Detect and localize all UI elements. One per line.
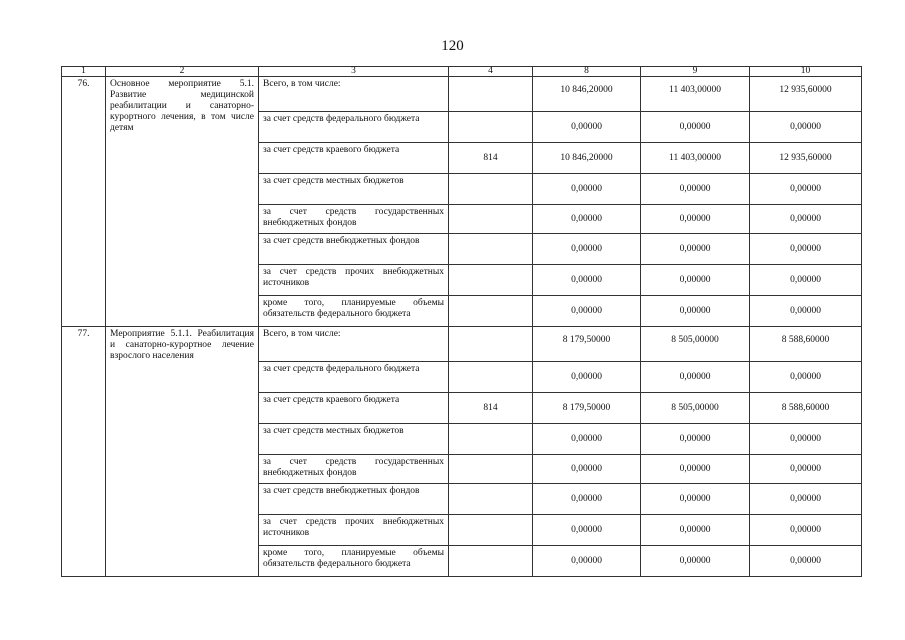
value-col-8: 8 179,50000	[533, 393, 641, 424]
column-number: 1	[62, 67, 106, 77]
value-col-8: 10 846,20000	[533, 77, 641, 112]
funding-source: за счет средств прочих внебюджетных источников	[259, 265, 449, 296]
budget-code	[449, 296, 533, 327]
value-col-9: 11 403,00000	[641, 143, 750, 174]
budget-code	[449, 362, 533, 393]
table-row	[62, 327, 862, 362]
budget-code	[449, 327, 533, 362]
value-col-8: 0,00000	[533, 205, 641, 234]
funding-source: за счет средств местных бюджетов	[259, 174, 449, 205]
value-col-8: 10 846,20000	[533, 143, 641, 174]
value-col-9: 11 403,00000	[641, 77, 750, 112]
value-col-9: 0,00000	[641, 546, 750, 577]
column-number-row	[62, 67, 862, 77]
value-col-8: 0,00000	[533, 424, 641, 455]
value-col-8: 0,00000	[533, 484, 641, 515]
funding-source: за счет средств федерального бюджета	[259, 362, 449, 393]
value-col-10: 0,00000	[750, 546, 862, 577]
budget-code	[449, 515, 533, 546]
funding-source: за счет средств внебюджетных фондов	[259, 484, 449, 515]
budget-code	[449, 174, 533, 205]
value-col-10: 0,00000	[750, 265, 862, 296]
column-number: 4	[449, 67, 533, 77]
value-col-9: 0,00000	[641, 362, 750, 393]
funding-source: за счет средств государственных внебюджетных фондов	[259, 205, 449, 234]
value-col-9: 8 505,00000	[641, 393, 750, 424]
budget-code: 814	[449, 143, 533, 174]
value-col-8: 0,00000	[533, 174, 641, 205]
column-number: 9	[641, 67, 750, 77]
budget-code	[449, 112, 533, 143]
value-col-10: 0,00000	[750, 362, 862, 393]
budget-code	[449, 424, 533, 455]
value-col-8: 0,00000	[533, 265, 641, 296]
value-col-10: 0,00000	[750, 484, 862, 515]
value-col-8: 0,00000	[533, 112, 641, 143]
value-col-10: 0,00000	[750, 174, 862, 205]
column-number: 2	[106, 67, 259, 77]
value-col-10: 0,00000	[750, 455, 862, 484]
value-col-9: 8 505,00000	[641, 327, 750, 362]
funding-source: за счет средств краевого бюджета	[259, 143, 449, 174]
column-number: 8	[533, 67, 641, 77]
value-col-9: 0,00000	[641, 265, 750, 296]
value-col-9: 0,00000	[641, 455, 750, 484]
funding-source: кроме того, планируемые объемы обязательств федерального бюджета	[259, 546, 449, 577]
budget-code	[449, 77, 533, 112]
value-col-9: 0,00000	[641, 234, 750, 265]
value-col-8: 0,00000	[533, 546, 641, 577]
value-col-10: 12 935,60000	[750, 143, 862, 174]
budget-code	[449, 455, 533, 484]
budget-table	[61, 66, 862, 577]
value-col-8: 0,00000	[533, 296, 641, 327]
table-row	[62, 77, 862, 112]
value-col-9: 0,00000	[641, 424, 750, 455]
value-col-8: 8 179,50000	[533, 327, 641, 362]
value-col-8: 0,00000	[533, 362, 641, 393]
value-col-10: 0,00000	[750, 205, 862, 234]
measure-name: Основное мероприятие 5.1. Развитие медицинской реабилитации и санаторно-курортного лечения, в том числе детям	[106, 77, 259, 327]
value-col-9: 0,00000	[641, 174, 750, 205]
item-number: 76.	[62, 77, 106, 327]
value-col-8: 0,00000	[533, 455, 641, 484]
value-col-9: 0,00000	[641, 515, 750, 546]
value-col-8: 0,00000	[533, 515, 641, 546]
value-col-9: 0,00000	[641, 112, 750, 143]
column-number: 10	[750, 67, 862, 77]
value-col-10: 12 935,60000	[750, 77, 862, 112]
value-col-8: 0,00000	[533, 234, 641, 265]
funding-source: за счет средств местных бюджетов	[259, 424, 449, 455]
measure-name: Мероприятие 5.1.1. Реабилитация и санаторно-курортное лечение взрослого населения	[106, 327, 259, 577]
funding-source: кроме того, планируемые объемы обязательств федерального бюджета	[259, 296, 449, 327]
value-col-10: 8 588,60000	[750, 327, 862, 362]
funding-source: за счет средств внебюджетных фондов	[259, 234, 449, 265]
funding-source: за счет средств федерального бюджета	[259, 112, 449, 143]
funding-source: Всего, в том числе:	[259, 327, 449, 362]
funding-source: за счет средств прочих внебюджетных источников	[259, 515, 449, 546]
page-number: 120	[441, 38, 464, 54]
budget-code: 814	[449, 393, 533, 424]
funding-source: за счет средств государственных внебюджетных фондов	[259, 455, 449, 484]
budget-code	[449, 234, 533, 265]
value-col-10: 8 588,60000	[750, 393, 862, 424]
funding-source: Всего, в том числе:	[259, 77, 449, 112]
budget-code	[449, 265, 533, 296]
value-col-9: 0,00000	[641, 205, 750, 234]
value-col-9: 0,00000	[641, 484, 750, 515]
budget-code	[449, 205, 533, 234]
value-col-10: 0,00000	[750, 296, 862, 327]
value-col-10: 0,00000	[750, 112, 862, 143]
funding-source: за счет средств краевого бюджета	[259, 393, 449, 424]
value-col-10: 0,00000	[750, 424, 862, 455]
budget-code	[449, 484, 533, 515]
column-number: 3	[259, 67, 449, 77]
budget-code	[449, 546, 533, 577]
value-col-10: 0,00000	[750, 515, 862, 546]
value-col-9: 0,00000	[641, 296, 750, 327]
value-col-10: 0,00000	[750, 234, 862, 265]
item-number: 77.	[62, 327, 106, 577]
